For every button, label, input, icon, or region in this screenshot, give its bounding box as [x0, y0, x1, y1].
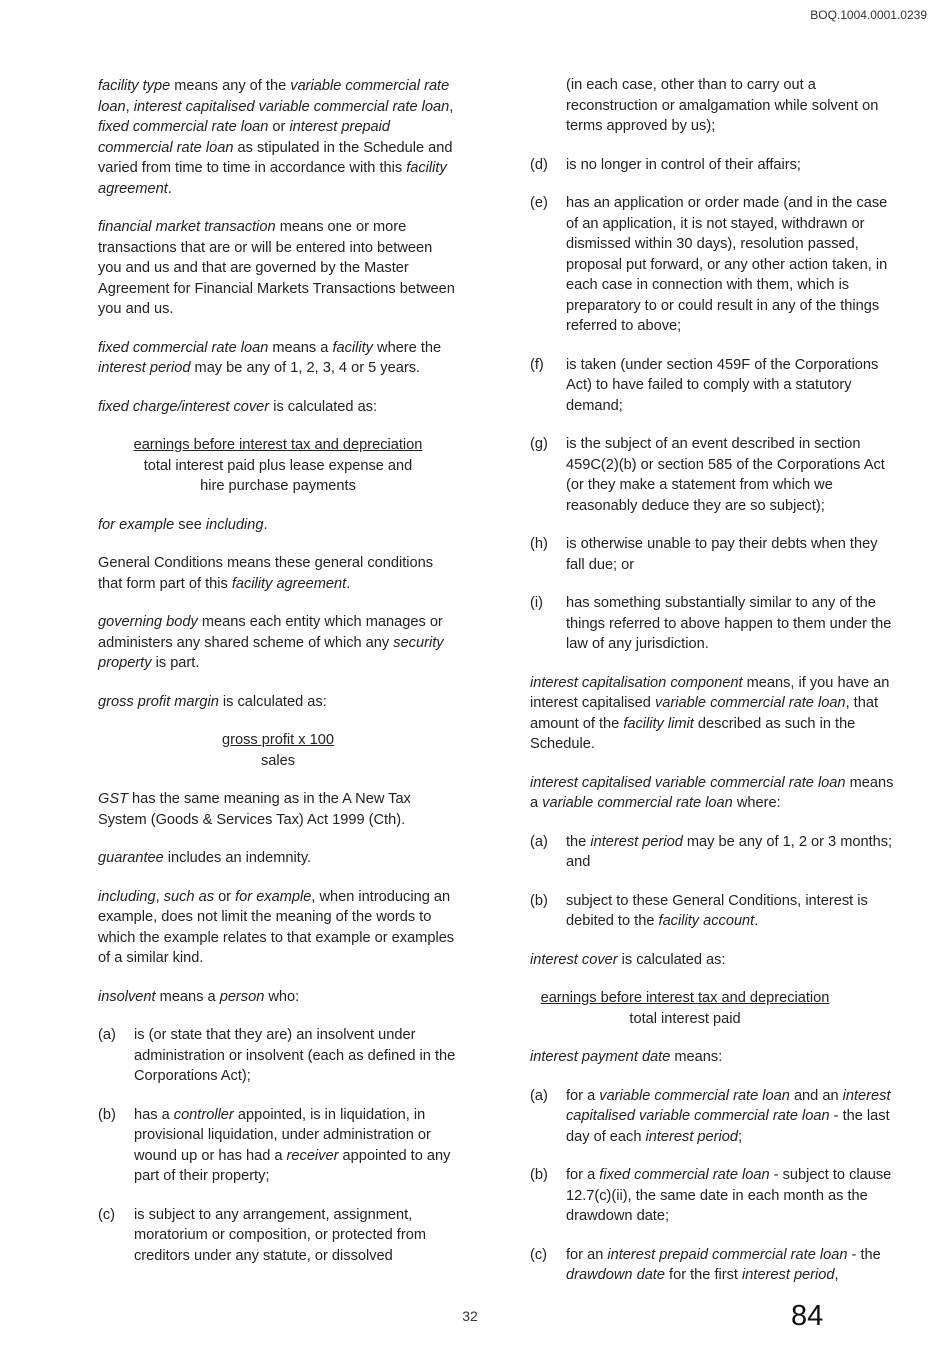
- list-item: [530, 193, 895, 337]
- list-item: [98, 1025, 458, 1087]
- term-ref: variable commercial rate loan: [98, 78, 450, 115]
- term-interest-capitalised-loan: interest capitalised variable commercial rate loan: [530, 774, 846, 791]
- term-ref: interest prepaid commercial rate loan: [607, 1246, 848, 1263]
- term-including: including: [98, 888, 156, 905]
- text: or: [214, 888, 236, 905]
- text: or: [268, 119, 290, 135]
- term-fixed-charge-interest-cover: fixed charge/interest cover: [98, 398, 270, 415]
- text: ,: [834, 1267, 839, 1283]
- text: is no longer in control of their affairs;: [566, 156, 801, 173]
- term-gross-profit-margin: gross profit margin: [98, 693, 219, 710]
- list-label: (c): [98, 1206, 116, 1223]
- page-number: 32: [462, 1308, 478, 1324]
- term-insolvent: insolvent: [98, 988, 156, 1005]
- list-item: [98, 1105, 458, 1187]
- text: who:: [264, 988, 300, 1005]
- term-ref: facility account: [658, 913, 755, 929]
- definition-gst: [98, 789, 458, 830]
- text: means a: [268, 339, 333, 356]
- term-ref: including: [205, 516, 264, 533]
- text: - the last day of each: [566, 1108, 890, 1145]
- text: appointed to any part of their property;: [134, 1147, 451, 1184]
- text: means each entity which manages or administers any shared scheme of which any: [98, 614, 443, 651]
- term-for-example: for example: [98, 516, 175, 533]
- text: means a: [530, 774, 894, 811]
- term-guarantee: guarantee: [98, 850, 164, 866]
- term-financial-market-transaction: financial market transaction: [98, 219, 276, 235]
- list-label: (h): [530, 536, 548, 552]
- list-item: [530, 593, 895, 655]
- text: appointed, is in liquidation, in provisional liquidation, under administration or wound up or has had a: [134, 1106, 431, 1164]
- text: has the same meaning as in the A New Tax System (Goods & Services Tax) Act 1999 (Cth).: [98, 791, 411, 828]
- text: for the first: [664, 1267, 743, 1283]
- term-ref: facility agreement: [231, 575, 347, 592]
- gross-profit-formula: [98, 730, 458, 771]
- list-label: (g): [530, 436, 548, 452]
- text: as stipulated in the Schedule and varied from time to time in accordance with this: [98, 139, 453, 176]
- text: is the subject of an event described in section 459C(2)(b) or section 585 of the Corporations Act (or they make a statement from which we reasonably deduce they are so subject);: [566, 436, 885, 514]
- term-ref: interest capitalised variable commercial rate loan: [133, 98, 450, 115]
- text: may be any of 1, 2, 3, 4 or 5 years.: [190, 360, 421, 376]
- term-interest-cover: interest cover: [530, 951, 618, 968]
- text: is calculated as:: [218, 693, 327, 710]
- text: see: [174, 516, 206, 533]
- list-continuation: (in each case, other than to carry out a reconstruction or amalgamation while solvent on terms approved by us);: [566, 77, 879, 134]
- list-item: [530, 155, 895, 176]
- term-ref: facility agreement: [98, 160, 447, 197]
- list-label: (e): [530, 195, 548, 211]
- term-ref: interest capitalised variable commercial rate loan: [566, 1087, 891, 1124]
- text: General Conditions means these general conditions that form part of this: [98, 555, 434, 592]
- list-item: [530, 1165, 895, 1227]
- interest-cover-formula: [530, 988, 840, 1029]
- text: .: [754, 913, 759, 929]
- list-label: (c): [530, 1246, 548, 1263]
- definition-gross-profit-margin: [98, 692, 458, 713]
- text: ,: [125, 98, 134, 115]
- term-ref: facility limit: [623, 715, 694, 732]
- term-ref: interest period: [98, 360, 191, 376]
- text: has a: [134, 1106, 174, 1123]
- list-item: [530, 534, 895, 575]
- text: ,: [449, 98, 454, 115]
- text: described as such in the Schedule.: [530, 715, 856, 752]
- list-item: [98, 1205, 458, 1267]
- text: the: [566, 833, 591, 850]
- term-ref: variable commercial rate loan: [599, 1087, 790, 1104]
- formula-denominator: total interest paid: [629, 1010, 741, 1027]
- list-item: [530, 1245, 895, 1286]
- list-label: (a): [530, 1087, 548, 1104]
- term-ref: interest period: [645, 1128, 738, 1145]
- text: for an: [566, 1246, 608, 1263]
- list-label: (i): [530, 595, 543, 611]
- text: and an: [789, 1087, 843, 1104]
- right-column: [530, 75, 895, 1304]
- text: is calculated as:: [269, 398, 378, 415]
- formula-numerator: earnings before interest tax and depreciation: [540, 990, 830, 1006]
- list-label: (b): [530, 1167, 548, 1183]
- list-item: [530, 434, 895, 516]
- term-for-example: for example: [235, 888, 312, 905]
- list-item: [530, 891, 895, 932]
- text: , when introducing an example, does not limit the meaning of the words to which the example relates to that example or examples of a similar kind.: [98, 888, 455, 966]
- definition-facility-type: [98, 76, 458, 199]
- text: is (or state that they are) an insolvent under administration or insolvent (each as defined in the Corporations Act);: [134, 1027, 456, 1084]
- term-interest-payment-date: interest payment date: [530, 1049, 671, 1065]
- text: for a: [566, 1087, 600, 1104]
- definition-financial-market-transaction: [98, 217, 458, 320]
- definition-including: [98, 887, 458, 969]
- definition-interest-capitalised-loan: [530, 773, 895, 814]
- definition-interest-capitalisation-component: [530, 673, 895, 755]
- text: , that amount of the: [530, 695, 879, 732]
- term-ref: variable commercial rate loan: [542, 795, 733, 811]
- text: is subject to any arrangement, assignment, moratorium or composition, or protected from creditors under any statute, or dissolved: [134, 1206, 426, 1264]
- term-ref: receiver: [286, 1147, 339, 1164]
- text: may be any of 1, 2 or 3 months; and: [566, 833, 893, 870]
- term-ref: interest prepaid commercial rate loan: [98, 119, 391, 156]
- fixed-charge-formula: [98, 435, 458, 497]
- formula-denominator: sales: [260, 752, 296, 769]
- term-fixed-commercial-rate-loan: fixed commercial rate loan: [98, 339, 269, 356]
- list-item: [530, 832, 895, 873]
- text: - subject to clause 12.7(c)(ii), the same date in each month as the drawdown date;: [566, 1167, 892, 1224]
- list-item: [530, 355, 895, 417]
- text: where the: [372, 339, 442, 356]
- text: .: [346, 575, 351, 592]
- term-ref: facility: [332, 339, 373, 356]
- definition-interest-payment-date: [530, 1047, 895, 1068]
- list-label: (a): [530, 833, 548, 850]
- term-such-as: such as: [163, 888, 215, 905]
- text: means:: [670, 1049, 723, 1065]
- definition-for-example: [98, 515, 458, 536]
- text: is otherwise unable to pay their debts when they fall due; or: [566, 536, 878, 573]
- definition-fixed-commercial-rate-loan: [98, 338, 458, 379]
- definition-insolvent: [98, 987, 458, 1008]
- term-facility-type: facility type: [98, 78, 171, 94]
- text: is calculated as:: [617, 951, 726, 968]
- term-ref: interest period: [742, 1267, 835, 1283]
- formula-denominator: hire purchase payments: [200, 478, 356, 494]
- list-label: (a): [98, 1027, 116, 1043]
- text: has an application or order made (and in the case of an application, it is not stayed, withdrawn or dismissed within 30 days), resolution passed, proposal put forward, or any other action taken, in each case in connection with them, which is preparatory to or could result in any of the things referred to above;: [566, 195, 888, 334]
- list-label: (b): [98, 1106, 116, 1123]
- term-ref: security property: [98, 634, 444, 671]
- definition-governing-body: [98, 612, 458, 674]
- term-gst: GST: [98, 791, 128, 807]
- term-ref: fixed commercial rate loan: [599, 1167, 770, 1183]
- text: is taken (under section 459F of the Corporations Act) to have failed to comply with a statutory demand;: [566, 356, 879, 414]
- list-label: (d): [530, 156, 548, 173]
- text: for a: [566, 1167, 600, 1183]
- term-interest-capitalisation-component: interest capitalisation component: [530, 674, 743, 691]
- text: means a: [155, 988, 220, 1005]
- formula-denominator: total interest paid plus lease expense and: [143, 457, 413, 474]
- text: - the: [847, 1246, 881, 1263]
- text: ,: [155, 888, 164, 905]
- term-ref: variable commercial rate loan: [654, 695, 846, 711]
- term-ref: controller: [173, 1106, 234, 1123]
- text: .: [167, 180, 172, 197]
- left-column: [98, 76, 458, 1284]
- list-label: (b): [530, 892, 548, 909]
- term-ref: drawdown date: [566, 1267, 665, 1283]
- formula-numerator: earnings before interest tax and depreciation: [133, 437, 423, 453]
- text: has something substantially similar to any of the things referred to above happen to them under the law of any jurisdiction.: [566, 595, 892, 652]
- stamp-number: 84: [791, 1300, 824, 1332]
- term-ref: person: [219, 988, 265, 1005]
- text: where:: [732, 795, 781, 811]
- list-item: [530, 1086, 895, 1148]
- text: includes an indemnity.: [163, 850, 312, 866]
- term-ref: fixed commercial rate loan: [98, 119, 269, 135]
- definition-guarantee: [98, 848, 458, 869]
- document-id: BOQ.1004.0001.0239: [810, 8, 927, 22]
- term-governing-body: governing body: [98, 614, 198, 630]
- text: ;: [738, 1128, 743, 1145]
- text: .: [263, 516, 268, 533]
- text: is part.: [151, 655, 200, 671]
- list-label: (f): [530, 356, 544, 373]
- formula-numerator: gross profit x 100: [222, 732, 334, 748]
- text: subject to these General Conditions, interest is debited to the: [566, 892, 868, 929]
- definition-general-conditions: [98, 553, 458, 594]
- term-ref: interest period: [590, 833, 683, 850]
- text: means any of the: [170, 78, 291, 94]
- definition-fixed-charge-interest-cover: [98, 397, 458, 418]
- definition-interest-cover: [530, 950, 895, 971]
- text: means, if you have an interest capitalised: [530, 674, 890, 711]
- text: means one or more transactions that are or will be entered into between you and us and that are governed by the Master Agreement for Financial Markets Transactions between you and us.: [98, 219, 455, 317]
